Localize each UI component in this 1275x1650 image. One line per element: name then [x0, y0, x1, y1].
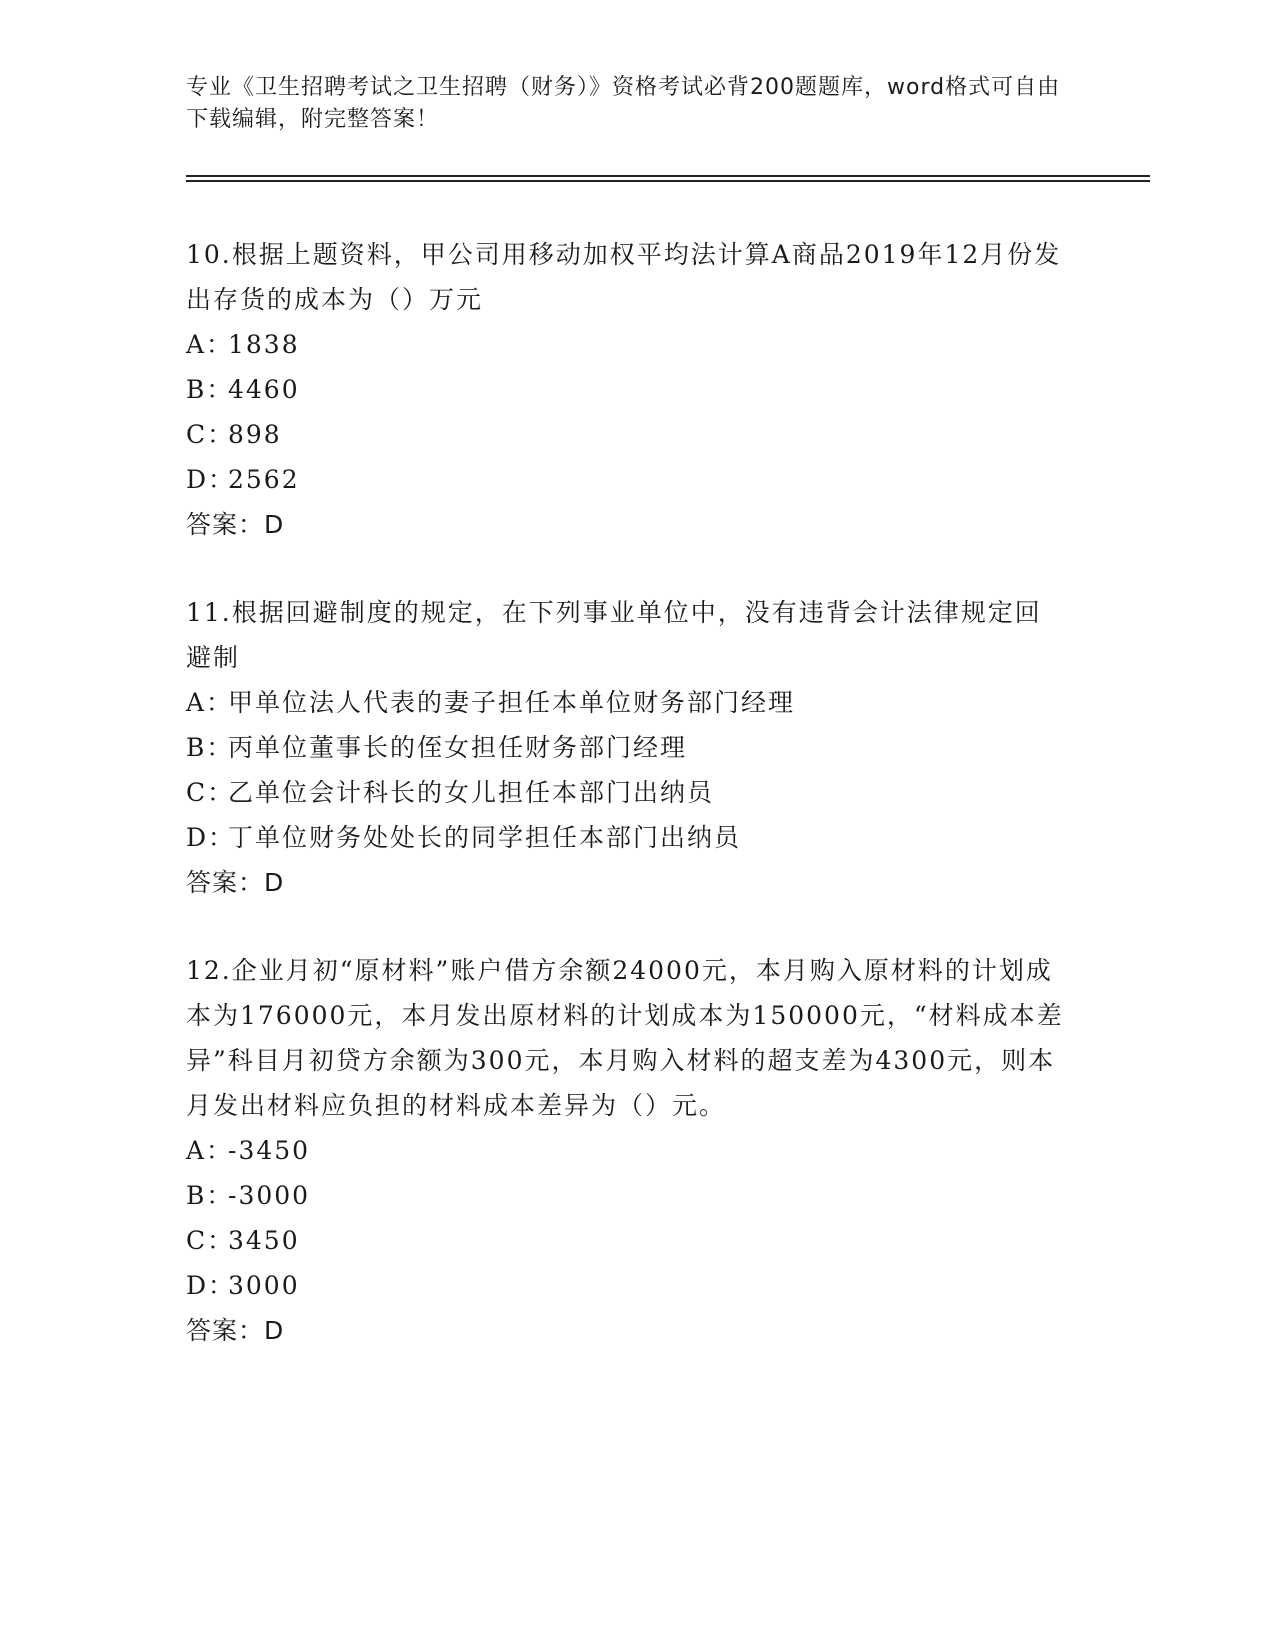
option-c — [186, 770, 1066, 815]
option-key: C： — [186, 1226, 235, 1255]
option-c — [186, 412, 1066, 457]
option-d — [186, 815, 1066, 860]
option-text: 2562 — [228, 465, 300, 494]
question-stem: 11.根据回避制度的规定，在下列事业单位中，没有违背会计法律规定回避制 — [186, 598, 1042, 672]
option-d — [186, 457, 1066, 502]
option-key: B： — [186, 1181, 234, 1210]
question-12 — [186, 948, 1066, 1353]
option-text: 4460 — [228, 375, 300, 404]
option-key: A： — [186, 688, 234, 717]
option-key: C： — [186, 778, 235, 807]
question-stem: 10.根据上题资料，甲公司用移动加权平均法计算A商品2019年12月份发出存货的成本为（）万元 — [186, 240, 1062, 314]
option-a — [186, 1128, 1066, 1173]
option-text: 1838 — [228, 330, 300, 359]
option-text: -3000 — [228, 1181, 311, 1210]
question-11 — [186, 590, 1066, 905]
answer: 答案：D — [186, 510, 285, 539]
document-header: 专业《卫生招聘考试之卫生招聘（财务）》资格考试必背200题题库，word格式可自由下载编辑，附完整答案！ — [186, 75, 1061, 132]
option-b — [186, 725, 1066, 770]
option-key: B： — [186, 733, 234, 762]
question-10 — [186, 232, 1066, 547]
answer: 答案：D — [186, 1316, 285, 1345]
option-b — [186, 367, 1066, 412]
option-key: B： — [186, 375, 234, 404]
option-key: A： — [186, 330, 234, 359]
option-text: 3000 — [228, 1271, 300, 1300]
option-text: 3450 — [228, 1226, 300, 1255]
question-stem: 12.企业月初“原材料”账户借方余额24000元，本月购入原材料的计划成本为176000元，本月发出原材料的计划成本为150000元，“材料成本差异”科目月初贷方余额为300元，本月购入材料的超支差为4300元，则本月发出材料应负担的材料成本差异为（）元。 — [186, 956, 1064, 1120]
option-text: -3450 — [228, 1136, 311, 1165]
option-key: D： — [186, 823, 236, 852]
option-c — [186, 1218, 1066, 1263]
option-key: A： — [186, 1136, 234, 1165]
option-key: D： — [186, 465, 236, 494]
header-rule-top — [186, 175, 1150, 177]
option-key: D： — [186, 1271, 236, 1300]
option-text: 丙单位董事长的侄女担任财务部门经理 — [228, 733, 688, 762]
header-rule-bottom — [186, 180, 1150, 182]
option-a — [186, 322, 1066, 367]
option-a — [186, 680, 1066, 725]
option-b — [186, 1173, 1066, 1218]
option-key: C： — [186, 420, 235, 449]
option-text: 丁单位财务处处长的同学担任本部门出纳员 — [228, 823, 742, 852]
option-d — [186, 1263, 1066, 1308]
answer: 答案：D — [186, 868, 285, 897]
option-text: 甲单位法人代表的妻子担任本单位财务部门经理 — [228, 688, 796, 717]
option-text: 898 — [228, 420, 282, 449]
option-text: 乙单位会计科长的女儿担任本部门出纳员 — [228, 778, 715, 807]
